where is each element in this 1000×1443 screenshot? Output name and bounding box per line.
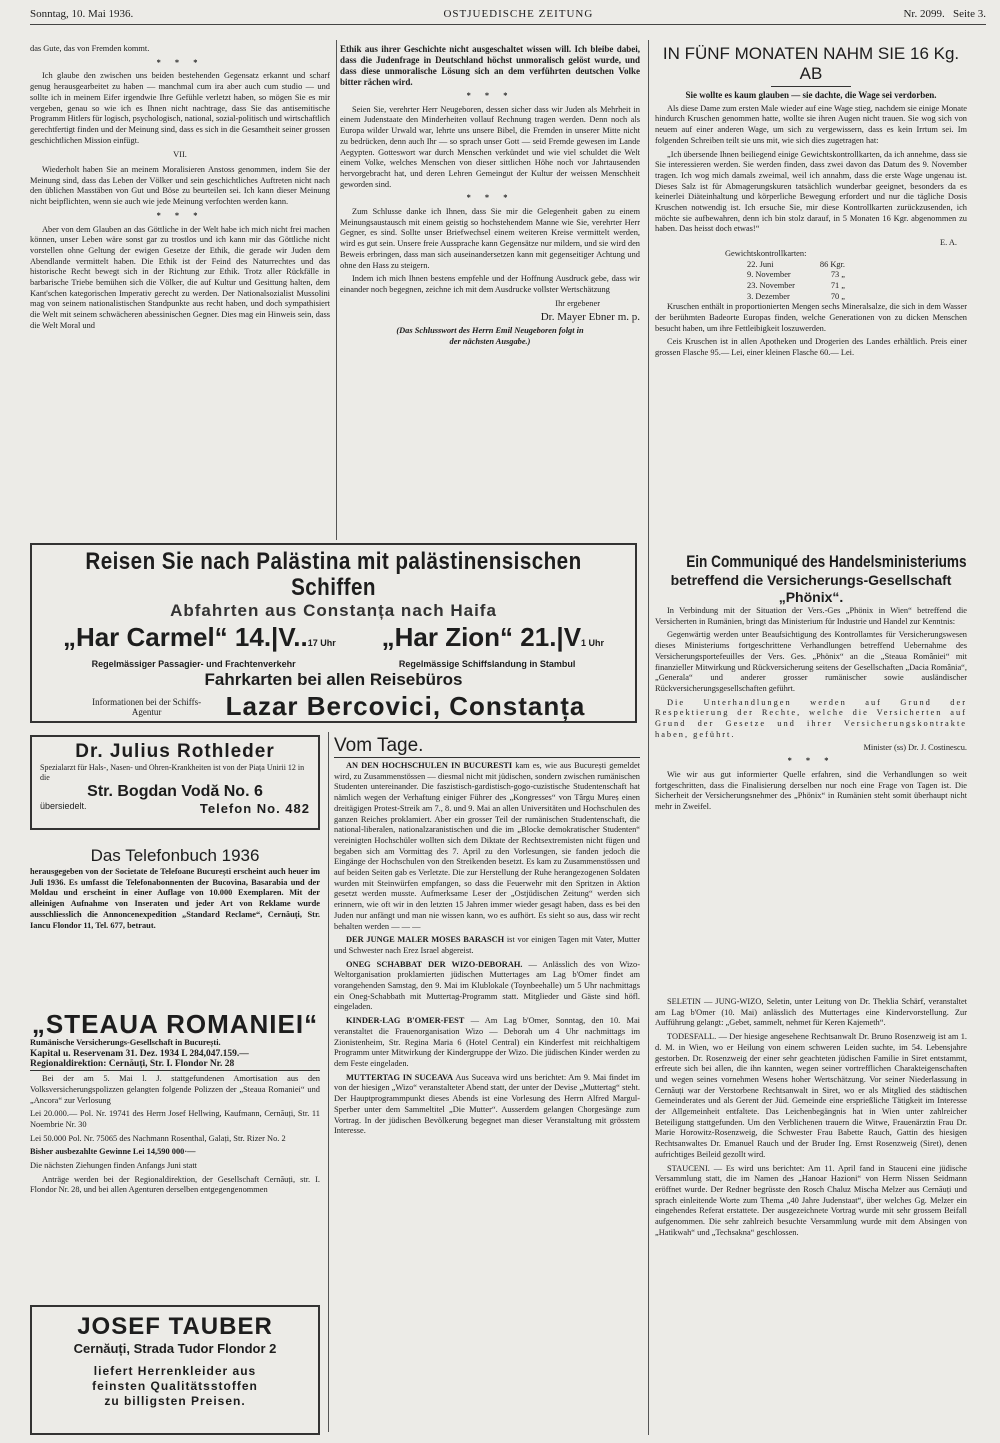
news-heading: DER JUNGE MALER MOSES BARASCH <box>346 935 505 945</box>
steaua-romaniei-ad <box>30 1010 320 1300</box>
vom-tage-title: Vom Tage. <box>334 735 640 758</box>
steaua-sub: Rumänische Versicherungs-Gesellschaft in București. <box>30 1038 221 1047</box>
moved-text: übersiedelt. <box>40 801 87 811</box>
ship-time: 1 Uhr <box>581 638 605 648</box>
card-weight: 71 „ <box>830 280 845 290</box>
ship-time: 17 Uhr <box>307 638 336 648</box>
news-heading: MUTTERTAG IN SUCEAVA <box>346 1072 454 1082</box>
steaua-capital: Kapital u. Reservenam 31. Dez. 1934 L 284,047.159.— <box>30 1048 249 1059</box>
signature: Dr. Mayer Ebner m. p. <box>540 311 640 324</box>
tauber-text: liefert Herrenkleider aus feinsten Qualitätsstoffen zu billigsten Preisen. <box>92 1364 258 1408</box>
weight-cards <box>655 249 967 303</box>
steaua-title: „STEAUA ROMANIEI“ <box>31 1010 319 1039</box>
issue-number: Nr. 2099. <box>903 7 945 20</box>
news-text: — Am Lag b'Omer, Sonntag, den 10. Mai veranstaltet die Frauenorganisation Wizo — Deborah um 4 Uhr nachmittags im Zionistenheim, Str. Regina Maria 6 (Hotel Central) ein Kinderfest mit reichhaltigem Programm unter Mitwirkung der Kindergruppe der Wizo. Die jüdischen Kinder werden zu dem Feste eingeladen. <box>334 1016 640 1068</box>
ship-row <box>40 621 627 659</box>
col1-paragraph: Wiederholt haben Sie an meinem Moralisieren Anstoss genommen, indem Sie der Meinung sind, dass das Leben der Völker und sein geschichtliches Auftreten nicht nach den üblichen Masstäben von Gut und Böse zu beurteilen sei. Ich kann dieser Meinung nicht beipflichten, wenn sie auch wie jede Meinung verfochten werden kann. <box>30 165 330 207</box>
page-number: Seite 3. <box>952 7 986 20</box>
separator-stars: * * * <box>156 210 204 220</box>
news-stauceni: STAUCENI. — Es wird uns berichtet: Am 11. April fand in Stauceni eine jüdische Versammlung statt, die im Namen des „Hanoar Hazioni“ von Herrn Nissen Seidmann eröffnet wurde. Der Redner begrüsste den Rosch Chaluz Mischa Melzer aus Cernăuți und sprach einleitende Worte zum Thema „40 Jahre Judenstaat“, über welches Gg. Melzer ein eingehendes Referat erstattete. Der ausgezeichnete Vortrag wurde mit sehr grossem Beifall aufgenommen. Die sehr zahlreich besuchte Versammlung wurde mit dem Absingen von „Hatikwah“ und „Techsakna“ geschlossen. <box>655 1163 967 1237</box>
steaua-paragraph: Anträge werden bei der Regionaldirektion, der Gesellschaft Cernăuți, str. I. Flondor Nr. 28, und bei allen Agenturen derselben entgegengenommen <box>30 1174 320 1195</box>
news-seletin: SELETIN — JUNG-WIZO, Seletin, unter Leitung von Dr. Theklia Schärf, veranstaltet am Lag b'Omer (10. Mai) anlässlich des Muttertages eine Kindervorstellung. Zur Aufführung gelangt: „Gebet, sammelt, nehmet für Keren Kajemeth“. <box>655 997 967 1028</box>
card-row <box>725 292 845 303</box>
communique-article <box>655 552 967 972</box>
col2-lead: Ethik aus ihrer Geschichte nicht ausgeschaltet wissen will. Ich bleibe dabei, dass die Judenfrage in Deutschland höchst unmoralisch gelöst wurde, und dass diese unmoralische Lösung sich an dem verführten deutschen Volke bitter rächen wird. <box>340 44 640 87</box>
tauber-address: Cernăuți, Strada Tudor Flondor 2 <box>73 1341 277 1356</box>
letter-initials: E. A. <box>940 238 957 248</box>
card-row <box>725 270 845 281</box>
col1-paragraph: Aber von dem Glauben an das Göttliche in der Welt habe ich mich nicht frei machen können, unser Leben wäre sonst gar zu trostlos und ich kann mir das Göttliche nicht vorstellen ohne Geltung der ewigen Gesetze der Ethik, die gerade wir Juden dem Abendlande vermittelt haben. Die Ethik ist der Feind des Naturrechtes und das historische Recht bewegt sich in der Richtung zur Ethik. Trotz aller Rückfälle in barbarische Triebe bemühen sich die Völker, die auf Kultur und Gesittung halten, dem Kant'schen kategorischen Imperativ gerecht zu werden. Der Nationalsozialist Mussolini mag von seinem nationalistischen Standpunkte aus recht haben, und doch sympathisiert die Welt mit seinem schwächeren abessinischen Gegner. Dies mag ein Hinweis sein, dass die Welt Moral und <box>30 224 330 330</box>
col2-paragraph: Zum Schlusse danke ich Ihnen, dass Sie mir die Gelegenheit gaben zu einem Meinungsaustausch mit einem geistig so hochstehendem Manne wie Sie, verehrter Herr Gegner, es sind. Sollte unser Briefwechsel einem weiteren Kreise vermittelt werden, wird es gut sein. Unsere freie Aussprache kann Gegensätze nur mildern, und sie wird den Beweis erbringen, dass man sich auseinandersetzen kann mit gegenseitiger Achtung und ohne den Hass zu steigern. <box>340 207 640 270</box>
communique-title: Ein Communiqué des Handelsministeriums <box>686 552 967 571</box>
steaua-total: Bisher ausbezahlte Gewinne Lei 14,590 000·— <box>30 1147 196 1157</box>
news-heading: ONEG SCHABBAT DER WIZO-DEBORAH. <box>346 959 523 969</box>
header-title: OSTJUEDISCHE ZEITUNG <box>443 7 594 20</box>
tauber-name: JOSEF TAUBER <box>77 1313 273 1340</box>
steaua-paragraph: Bei der am 5. Mai l. J. stattgefundenen Amortisation aus den Volksversicherungspolizzen gelangten folgende Polizzen der „Steaua Romaniei“ und „Ancora“ zur Verlosung <box>30 1074 320 1105</box>
column-rule <box>336 40 337 540</box>
news-text: Aus Suceava wird uns berichtet: Am 9. Mai findet im von der hiesigen „Wizo“ veranstalteter Abend statt, der unter der Devise „Muttertag“ steht. Der Hauptprogrammpunkt dieses Abends ist eine Vorlesung des Herrn Alfred Margul-Sperber unter dem Sammeltitel „Die Mutter“. Ausserdem gelangen Chorgesänge zum Vortrag. In der jüdischen Bevölkerung begegnet man dieser Veranstaltung mit grösstem Interesse. <box>334 1072 640 1136</box>
doctor-desc: Spezialarzt für Hals-, Nasen- und Ohren-Krankheiten ist von der Piața Unirii 12 in die <box>40 763 305 782</box>
col1-paragraph: Ich glaube den zwischen uns beiden bestehenden Gegensatz erkannt und scharf genug herausgearbeitet zu haben — manchmal cum ira aber auch cum studio — und sollte ich in meinem Eifer irgendwie Ihre Gefühle verletzt haben, so mögen Sie es mir vergeben, genau so wie ich es Ihnen nicht nachtrage, dass Sie das antisemitische Programm Hitlers für logisch, psychologisch, national, sozial-politisch und wirtschaftlich gerechtfertigt finden und der Meinung sind, dass es sich in die Gesamtheit seiner grossen geschichtlichen Mission einfügt. <box>30 71 330 145</box>
ship-label: „Har Zion“ 21.|V <box>381 622 582 652</box>
vom-tage-column <box>334 735 640 1435</box>
page-header <box>30 3 986 25</box>
doctor-name: Dr. Julius Rothleder <box>75 741 275 762</box>
news-text: — Anlässlich des von Wizo-Weltorganisation proklamierten jüdischen Muttertages am Lag b'Omer findet am vorangehenden Samstag, den 9. Mai im Klublokale (Toynbeehalle) um 5 Uhr nachmittags ein Oneg-Schabbath mit Muttertag-Programm statt. Mitglieder und Gäste sind höfl. eingeladen. <box>334 959 640 1012</box>
column-2-article <box>340 44 640 532</box>
column-1-article <box>30 44 330 532</box>
col1-intro: das Gute, das von Fremden kommt. <box>30 44 150 53</box>
steaua-region: Regionaldirektion: Cernăuți, Str. I. Flondor Nr. 28 <box>30 1059 320 1071</box>
local-news <box>655 997 967 1435</box>
kruschen-subhead: Sie wollte es kaum glauben — sie dachte, die Wage sei verdorben. <box>685 90 937 100</box>
card-weight: 73 „ <box>830 270 845 280</box>
steaua-next: Die nächsten Ziehungen finden Anfangs Juni statt <box>30 1161 197 1171</box>
separator-stars: * * * <box>156 57 204 67</box>
cards-title: Gewichtskontrollkarten: <box>725 248 807 258</box>
news-text: kam es, wie aus București gemeldet wird, zu Zusammenstössen — diesmal nicht mit jüdischen, sondern zwischen rumänischen Studenten untereinander. Die faszistisch-gardistisch-gogo-cuzistische Studentenschaft hat nämlich wegen der Verhaftung einiger Führer des „Kongresses“ von Târgu Mureș einen dreitägigen Protest-Streik am 7., 8. und 9. Mai an allen Universitäten und Hochschulen des ganzen Reiches proklamiert. Aber ein grosser Teil der rumänischen Studentenschaft, die national-liberalen, nationalzaranistischen und die im „Blocke demokratischer Studenten“ vereinigten Hochschüler wollten sich dem Diktate der Rechtsextremisten nicht fügen und begaben sich am Vormittag des 7. April zu den Vorlesungen, sie fanden jedoch die Eingänge der Hochschulen von den Streikenden besetzt. Es kam zu Zusammenstössen und auf beiden Seiten gab es Verletzte. Die zur Herstellung der Ruhe herangezogenen Soldaten wurden mit Steinwürfen empfangen, so dass die Feuerwehr mit den Spritzen in Aktion gesetzt werden musste. Aufmerksame Leser der „Ostjüdischen Zeitung“ werden sich erinnern, wie oft wir in den letzten 15 Jahren immer wieder gesagt haben, dass es bei den Juden nur anfängt und man nie wissen kann, wo es aufhört. Es sieht so aus, dass wir recht behalten werden — — — <box>334 761 640 931</box>
section-number: VII. <box>173 150 187 160</box>
editor-note: (Das Schlusswort des Herrn Emil Neugeboren folgt in der nächsten Ausgabe.) <box>396 326 584 346</box>
card-date: 22. Juni <box>747 259 774 269</box>
info-text: Informationen bei der Schiffs-Agentur <box>92 696 202 717</box>
steaua-prize: Lei 50.000 Pol. Nr. 75065 des Nachmann Rosenthal, Galați, Str. Rizer No. 2 <box>30 1133 286 1143</box>
doctor-phone: Telefon No. 482 <box>199 801 310 816</box>
service-row <box>40 659 627 669</box>
palestine-shipping-ad <box>30 543 637 723</box>
telefonbuch-title: Das Telefonbuch 1936 <box>90 846 260 865</box>
tickets-text: Fahrkarten bei allen Reisebüros <box>204 670 463 689</box>
closing: Ihr ergebener <box>555 298 600 308</box>
ship-har-zion <box>382 621 604 659</box>
doctor-street: Str. Bogdan Vodă No. 6 <box>87 783 263 800</box>
news-heading: KINDER-LAG B'OMER-FEST <box>346 1016 465 1026</box>
column-rule <box>328 732 329 1432</box>
communique-paragraph: Gegenwärtig werden unter Beaufsichtigung des Kontrollamtes für Versicherungswesen dieses Ministeriums fortgeschrittene Verhandlungen betreffend Uebernahme des Versicherungsportefeuilles der Vers. Ges. „Phönix“ an die „Steaua României“ mit finanzieller Mitwirkung und Rückversicherung seitens der Gesellschaften „Dacia România“, „Generala“ und anderer grosser rumänischer sowie ausländischer Rückversicherungsgesellschaften geführt. <box>655 630 967 693</box>
separator-stars: * * * <box>466 91 514 100</box>
ship-label: „Har Carmel“ 14.|V.. <box>62 622 308 652</box>
kruschen-paragraph: Als diese Dame zum ersten Male wieder auf eine Wage stieg, nachdem sie einige Monate hindurch Kruschen genommen hatte, wollte sie ihren Augen nicht trauen. Sie wog sich von neuem auf einer anderen Wage, um sich zu vergewissern, dass es kein Irrtum sei. Im folgenden Schreiben teilt sie uns mit, wie sich dies zugetragen hat: <box>655 103 967 145</box>
communique-paragraph: In Verbindung mit der Situation der Vers.-Ges „Phönix in Wien“ betreffend die Versicherten in Rumänien, bringt das Ministerium für Industrie und Handel zur Kenntnis: <box>655 606 967 626</box>
ship-har-carmel <box>63 621 336 659</box>
card-weight: 70 „ <box>830 291 845 301</box>
ad-title: Reisen Sie nach Palästina mit palästinensischen Schiffen <box>85 548 582 601</box>
news-text: ist vor einigen Tagen mit Vater, Mutter und Schwester nach Erez Israel abgereist. <box>334 935 640 955</box>
doctor-footer <box>40 801 310 816</box>
card-weight: 86 Kgr. <box>819 259 845 269</box>
separator-stars: * * * <box>466 193 514 203</box>
communique-paragraph: Wie wir aus gut informierter Quelle erfahren, sind die Verhandlungen so weit fortgeschritten, dass die Finalisierung derselben nur noch eine Frage von Tagen ist. Die Sicherheit der Versicherungsnehmer des „Phönix“ in Rumänien steht somit überhaupt nicht mehr in Zweifel. <box>655 769 967 811</box>
col2-paragraph: Seien Sie, verehrter Herr Neugeboren, dessen sicher dass wir Juden als Mehrheit in einem Judenstaate den Minderheiten vollauf Rechnung tragen werden. Denn noch als Europa wilder Urwald war, lehrte uns unsere Bibel, die Fremden in unserer Mitte nicht zu bedrücken, denn auch Ihr — so sprach unser Gott — seid Fremde gewesen im Lande Aegypten. Gotteswort war durch Menschen verkündet und wie viel schuldet die Welt einem Volke, welches Menschen von dieser sittlichen Höhe noch vor Jahrtausenden hervorgebracht hat, und deren Lehren Gemeingut der Kultur der weissen Menschheit geworden sind. <box>340 104 640 189</box>
minister-signature: Minister (ss) Dr. J. Costinescu. <box>863 743 967 753</box>
column-rule <box>648 40 649 1435</box>
header-date: Sonntag, 10. Mai 1936. <box>30 7 134 20</box>
telefonbuch-ad <box>30 845 320 947</box>
header-issue <box>903 8 986 20</box>
card-row <box>725 281 845 292</box>
kruschen-ad <box>655 44 967 544</box>
agent-name: Lazar Bercovici, Constanța <box>225 691 586 721</box>
rothleder-ad <box>30 735 320 830</box>
card-date: 3. Dezember <box>747 291 790 301</box>
agent-row <box>40 691 627 722</box>
card-date: 9. November <box>747 270 791 280</box>
news-heading: AN DEN HOCHSCHULEN IN BUCURESTI <box>346 761 513 770</box>
kruschen-headline: IN FÜNF MONATEN NAHM SIE 16 Kg. AB <box>662 44 960 83</box>
separator-stars: * * * <box>787 756 835 766</box>
telefonbuch-text: herausgegeben von der Societate de Telefoane București erscheint auch heuer im Juli 1936. Es umfasst die Telefonabonnenten der Bucovina, Basarabia und der Moldau und erscheint in einer Auflage von 10.000 Exemplaren. Mit der alleinigen Aufnahme von Inseraten und jeder Art von Reklame wurde ausschliesslich die Annoncenexpedition „Standard Reclame“, Cernăuți, Str. Iancu Flondor 11, Tel. 677, betraut. <box>30 867 320 930</box>
news-todesfall: TODESFALL. — Der hiesige angesehene Rechtsanwalt Dr. Bruno Rosenzweig ist am 1. d. M. in Wien, wo er Heilung von einem schweren Leiden suchte, im 54. Lebensjahre gestorben. Dr. Rosenzweig der einer sehr geachteten jüdischen Familie in Siret entstammt, erfreute sich bei allen, die ihn kannten, wegen seiner vortrefflichen Charakteigenschaften und wegen seines vornehmen Wesens hoher Wertschätzung. Vor seiner Niederlassung in Cernăuți war der Verstorbene Rechtsanwalt in Siret, wo er als Mitglied des städtischen Gemeinderates und als Gerent der Jüd. Gemeinde eine ersprießliche Tätigkeit im Interesse der Allgemeinheit entfaltete. Das Leichenbegängnis hat in Wien unter zahlreicher Beteiligung stattgefunden. Um den Verblichenen trauern die Witwe, Frauenärztin Frau Dr. Marie Horowitz-Rosenzweig, die Schwester Frau Babette Rauch, Gattin des hiesigen Rechtsanwaltes Dr. Emanuel Rauch und der Bruder Ing. Ernst Rosenzweig (Siret), denen aufrichtiges Beileid gezollt wird. <box>655 1032 967 1159</box>
service-text: Regelmässige Schiffslandung in Stambul <box>398 659 576 669</box>
tauber-ad <box>30 1305 320 1435</box>
card-date: 23. November <box>747 280 795 290</box>
communique-subtitle: betreffend die Versicherungs-Gesellschaft „Phönix“. <box>670 572 952 605</box>
steaua-prize: Lei 20.000.— Pol. Nr. 19741 des Herrn Josef Hellwing, Kaufmann, Cernăuți, Str. 11 Noembrie Nr. 30 <box>30 1109 320 1129</box>
communique-paragraph: Die Unterhandlungen werden auf Grund der Respektierung der Rechte, welche die Versicherten auf Grund der Gesetze und ihrer Versicherungskontrakte haben, geführt. <box>655 697 967 739</box>
service-text: Regelmässiger Passagier- und Frachtenverkehr <box>91 659 296 669</box>
ad-subtitle: Abfahrten aus Constanța nach Haifa <box>170 601 497 620</box>
card-row <box>725 260 845 271</box>
col2-paragraph: Indem ich mich Ihnen bestens empfehle und der Hoffnung Ausdruck gebe, dass wir einander noch begegnen, zeichne ich mit dem Ausdrucke vollster Wertschätzung <box>340 274 640 294</box>
kruschen-paragraph: Kruschen enthält in proportionierten Mengen sechs Mineralsalze, die sich in dem Wasser der berühmten Badeorte Europas finden, welche Generationen von zu dicken Menschen besucht haben, um ihre Fettleibigkeit loszuwerden. <box>655 302 967 333</box>
kruschen-paragraph: Ceis Kruschen ist in allen Apotheken und Drogerien des Landes erhältlich. Preis einer grossen Flasche 95.— Lei, einer kleinen Flasche 60.— Lei. <box>655 337 967 358</box>
kruschen-letter: „Ich übersende Ihnen beiliegend einige Gewichtskontrollkarten, da ich annehme, dass sie Sie interessieren werden. Sie werden finden, dass zwei davon das Datum des 9. November tragen. Ich wog mich damals zweimal, weil ich annahm, dass die erste Wage ungenau ist. Dieses Salz ist für Abmagerungskuren tatsächlich wunderbar geeignet, besonders da es keinerlei Diäteinhaltung und körperliche Bewegung erfordert und nur die tägliche Dosis Kruschen notwendig ist. Ich ersuche Sie, mir diese Kontrollkarten zurückzusenden, ich möchte sie aufbewahren, denn ich bin stolz darauf, in 5 Monaten 16 Kgr. abgenommen zu haben. Das heisst doch etwas!“ <box>655 149 967 234</box>
